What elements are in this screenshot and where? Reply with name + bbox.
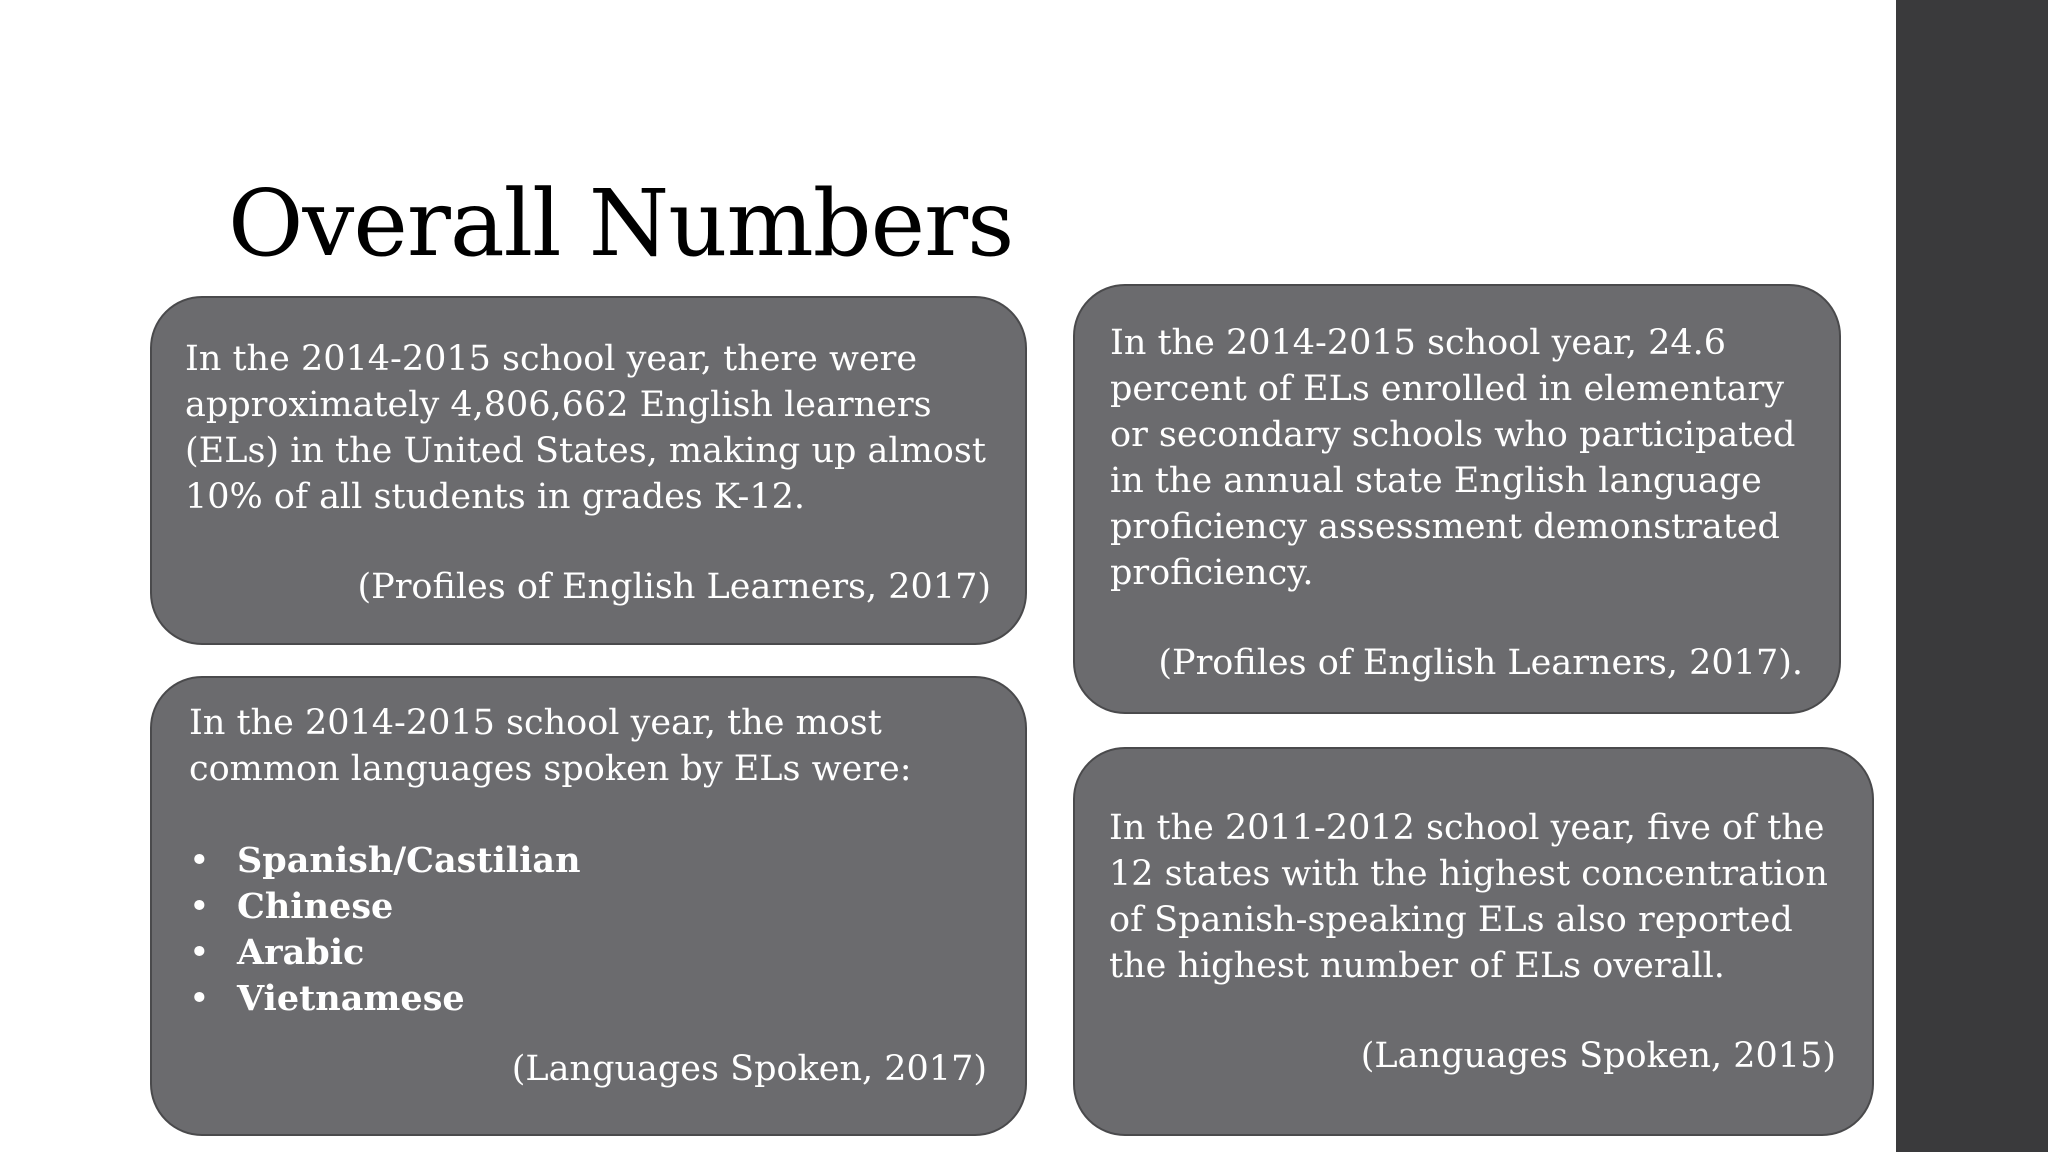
list-item xyxy=(189,838,987,884)
language-label: Arabic xyxy=(237,932,365,973)
side-bar xyxy=(1896,0,2048,1152)
language-label: Chinese xyxy=(237,886,394,927)
bullet-icon: • xyxy=(189,933,210,973)
list-item xyxy=(189,930,987,976)
list-item xyxy=(189,884,987,930)
proficiency-body: In the 2014-2015 school year, 24.6 percent of ELs enrolled in elementary or secondary schools who participated in the annual state English language proficiency assessment demonstrated proficiency. xyxy=(1110,323,1796,593)
proficiency-card xyxy=(1073,284,1841,714)
language-label: Spanish/Castilian xyxy=(237,840,581,881)
language-label: Vietnamese xyxy=(237,978,465,1019)
languages-citation: (Languages Spoken, 2017) xyxy=(511,1049,987,1089)
slide-title: Overall Numbers xyxy=(228,170,1014,277)
proficiency-citation: (Profiles of English Learners, 2017). xyxy=(1158,643,1803,683)
enrollment-body: In the 2014-2015 school year, there were approximately 4,806,662 English learners (ELs) in the United States, making up almost 10% of all students in grades K-12. xyxy=(185,339,986,517)
bullet-icon: • xyxy=(189,841,210,881)
languages-intro: In the 2014-2015 school year, the most common languages spoken by ELs were: xyxy=(189,703,912,789)
bullet-icon: • xyxy=(189,979,210,1019)
states-body: In the 2011-2012 school year, five of the 12 states with the highest concentration of Spanish-speaking ELs also reported the highest number of ELs overall. xyxy=(1109,808,1828,986)
states-card xyxy=(1073,747,1874,1136)
languages-card xyxy=(150,676,1027,1136)
bullet-icon: • xyxy=(189,887,210,927)
languages-list xyxy=(189,838,987,1022)
enrollment-citation: (Profiles of English Learners, 2017) xyxy=(357,567,991,607)
states-citation: (Languages Spoken, 2015) xyxy=(1360,1036,1836,1076)
enrollment-card xyxy=(150,296,1027,645)
list-item xyxy=(189,976,987,1022)
